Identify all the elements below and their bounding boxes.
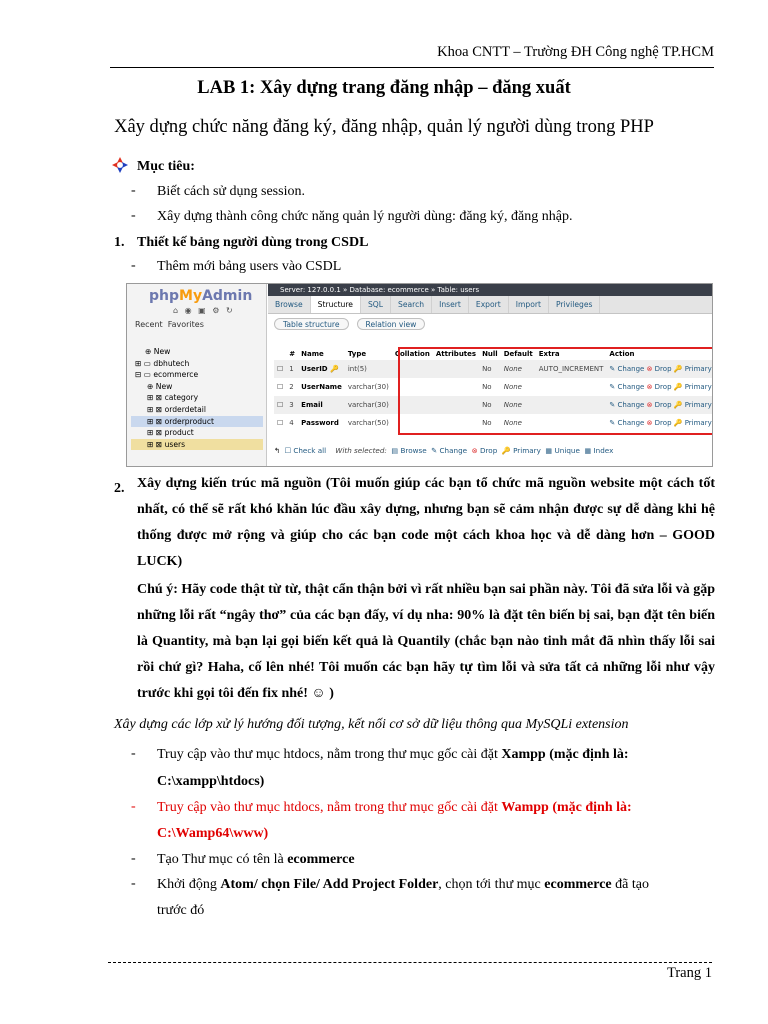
pma-tab-sql[interactable]: SQL bbox=[361, 296, 391, 313]
dash-bullet: - bbox=[131, 183, 136, 198]
row-checkbox[interactable]: ☐ bbox=[274, 396, 286, 414]
pma-recent-favorites bbox=[135, 320, 204, 329]
col-collation: Collation bbox=[394, 350, 430, 358]
page-subtitle: Xây dựng chức năng đăng ký, đăng nhập, quản lý người dùng trong PHP bbox=[114, 117, 654, 137]
step-xampp: Truy cập vào thư mục htdocs, nằm trong thư mục gốc cài đặt Xampp (mặc định là: bbox=[157, 747, 629, 762]
tree-item-new-table[interactable]: ⊕ New bbox=[147, 381, 173, 391]
pma-breadcrumb[interactable]: Server: 127.0.0.1 » Database: ecommerce » Table: users bbox=[268, 284, 712, 296]
page-title: LAB 1: Xây dựng trang đăng nhập – đăng xuất bbox=[197, 78, 571, 98]
dash-bullet: - bbox=[131, 876, 136, 891]
step-atom-line2: trước đó bbox=[157, 903, 205, 918]
relation-view-button[interactable]: Relation view bbox=[357, 318, 426, 330]
pma-sidebar bbox=[127, 284, 267, 467]
dash-bullet: - bbox=[131, 851, 136, 866]
tree-item-orderproduct[interactable]: ⊞ ⊠ orderproduct bbox=[131, 416, 263, 428]
step-wampp: Truy cập vào thư mục htdocs, nằm trong thư mục gốc cài đặt Wampp (mặc định là: bbox=[157, 800, 632, 815]
pma-tab-bar bbox=[268, 296, 712, 314]
pma-logo: phpMyAdmin bbox=[149, 288, 253, 304]
step-create-folder: Tạo Thư mục có tên là ecommerce bbox=[157, 852, 355, 867]
header-text: Khoa CNTT – Trường ĐH Công nghệ TP.HCM bbox=[437, 44, 714, 60]
page-header bbox=[110, 42, 714, 68]
highlight-box bbox=[398, 347, 713, 435]
row-actions[interactable]: ✎ Change ⊗ Drop 🔑 Primary bbox=[606, 396, 713, 414]
pma-favorites-tab[interactable]: Favorites bbox=[167, 320, 204, 329]
table-row: ☐ 4 Password varchar(50) No None ✎ Change ⊗ Drop 🔑 Primary bbox=[274, 414, 713, 432]
pma-db-tree bbox=[131, 346, 263, 450]
bulk-drop[interactable]: Drop bbox=[479, 446, 498, 455]
col-num: # bbox=[289, 350, 296, 358]
bulk-index[interactable]: Index bbox=[593, 446, 614, 455]
tree-item-ecommerce[interactable]: ⊟ ▭ ecommerce bbox=[135, 370, 199, 380]
col-null: Null bbox=[482, 350, 498, 358]
col-extra: Extra bbox=[538, 350, 560, 358]
col-type: Type bbox=[347, 350, 367, 358]
section1-title: Thiết kế bảng người dùng trong CSDL bbox=[137, 235, 369, 250]
row-actions[interactable]: ✎ Change ⊗ Drop 🔑 Primary bbox=[609, 419, 712, 427]
check-all-link[interactable]: Check all bbox=[293, 446, 327, 455]
pma-tab-search[interactable]: Search bbox=[391, 296, 432, 313]
dash-bullet: - bbox=[131, 208, 136, 223]
section1-item: Thêm mới bảng users vào CSDL bbox=[157, 259, 342, 274]
row-actions[interactable]: ✎ Change ⊗ Drop 🔑 Primary bbox=[606, 360, 713, 378]
bulk-unique[interactable]: Unique bbox=[554, 446, 580, 455]
section1-number: 1. bbox=[114, 235, 125, 250]
pma-tab-structure[interactable]: Structure bbox=[311, 296, 361, 313]
bulk-primary[interactable]: Primary bbox=[513, 446, 541, 455]
tree-item-product[interactable]: ⊞ ⊠ product bbox=[147, 428, 194, 438]
tree-item-users[interactable]: ⊞ ⊠ users bbox=[131, 439, 263, 451]
four-arrows-bullet-icon bbox=[112, 157, 128, 173]
arrow-up-icon: ↰ bbox=[274, 446, 281, 455]
table-structure-button[interactable]: Table structure bbox=[274, 318, 349, 330]
field-name: UserID 🔑 bbox=[298, 360, 345, 378]
dash-bullet: - bbox=[131, 746, 136, 761]
table-row: ☐ 2 UserName varchar(30) No None ✎ Change ⊗ Drop 🔑 Primary bbox=[274, 378, 713, 396]
footer-divider bbox=[108, 962, 712, 963]
tree-item-dbhutech[interactable]: ⊞ ▭ dbhutech bbox=[135, 358, 190, 368]
pma-main-panel bbox=[268, 284, 712, 466]
section2-text: Xây dựng kiến trúc mã nguồn (Tôi muốn giúp các bạn tổ chức mã nguồn website một cách tốt nhất, có thể sẽ rất khó khăn lúc đầu xây dựng, nhưng bạn sẽ cảm nhận được sự dễ dàng khi hệ thống được mở rộng và giúp cho các bạn code một cách khoa học và dễ dàng hơn – GOOD LUCK) bbox=[137, 476, 715, 569]
dash-bullet: - bbox=[131, 799, 136, 814]
pma-tab-export[interactable]: Export bbox=[469, 296, 509, 313]
col-attributes: Attributes bbox=[435, 350, 477, 358]
bulk-browse[interactable]: Browse bbox=[400, 446, 427, 455]
step-atom: Khởi động Atom/ chọn File/ Add Project Folder, chọn tới thư mục ecommerce đã tạo bbox=[157, 877, 649, 892]
with-selected-label: With selected: bbox=[335, 446, 387, 455]
table-row: ☐ 3 Email varchar(30) No None ✎ Change ⊗ Drop 🔑 Primary bbox=[274, 396, 713, 414]
pma-recent-tab[interactable]: Recent bbox=[135, 320, 163, 329]
dash-bullet: - bbox=[131, 258, 136, 273]
pma-tab-import[interactable]: Import bbox=[509, 296, 549, 313]
objective-item-2: Xây dựng thành công chức năng quản lý người dùng: đăng ký, đăng nhập. bbox=[157, 209, 573, 224]
bulk-change[interactable]: Change bbox=[439, 446, 468, 455]
primary-key-icon: 🔑 bbox=[330, 365, 339, 373]
tree-item-new[interactable]: ⊕ New bbox=[145, 347, 171, 356]
section2-note: Chú ý: Hãy code thật từ từ, thật cẩn thận bởi vì rất nhiều bạn sai phần này. Tôi đã sửa lỗi và gặp những lỗi rất “ngây thơ” của các bạn đấy, ví dụ nha: 90% là đặt tên biến bị sai, bạn đặt tên biến là Quantity, mà bạn lại gọi biến kết quả là Quantily (chắc bạn nào tinh mắt đã nhìn thấy lỗi sai rồi chứ gì? Haha, cố lên nhé! Tôi muốn các bạn hãy tự tìm lỗi và sửa tất cả những lỗi như vậy trước khi gọi tôi đến fix nhé! ☺ ) bbox=[137, 582, 715, 701]
row-actions[interactable]: ✎ Change ⊗ Drop 🔑 Primary bbox=[609, 383, 712, 391]
row-checkbox[interactable]: ☐ bbox=[277, 383, 284, 391]
pma-sidebar-icons: ⌂ ◉ ▣ ⚙ ↻ bbox=[173, 306, 235, 315]
table-row: ☐ 1 UserID 🔑 int(5) No None AUTO_INCREMENT ✎ Change ⊗ Drop 🔑 Primary bbox=[274, 360, 713, 378]
section2-italic: Xây dựng các lớp xử lý hướng đối tượng, kết nối cơ sở dữ liệu thông qua MySQLi extension bbox=[114, 717, 629, 732]
objective-item-1: Biết cách sử dụng session. bbox=[157, 184, 305, 199]
pma-subnav bbox=[268, 314, 712, 334]
row-checkbox[interactable]: ☐ bbox=[277, 419, 284, 427]
page-number: Trang 1 bbox=[667, 965, 712, 981]
col-default: Default bbox=[503, 350, 533, 358]
objectives-heading: Mục tiêu: bbox=[137, 159, 195, 174]
step-xampp-path: C:\xampp\htdocs) bbox=[157, 774, 265, 789]
phpmyadmin-screenshot bbox=[126, 283, 713, 467]
pma-tab-browse[interactable]: Browse bbox=[268, 296, 311, 313]
tree-item-category[interactable]: ⊞ ⊠ category bbox=[147, 393, 199, 403]
step-wampp-path: C:\Wamp64\www) bbox=[157, 826, 269, 841]
col-name: Name bbox=[301, 350, 324, 358]
pma-tab-insert[interactable]: Insert bbox=[432, 296, 469, 313]
tree-item-orderdetail[interactable]: ⊞ ⊠ orderdetail bbox=[147, 404, 207, 414]
pma-bulk-actions: ↰ ☐ Check all With selected: ▤ Browse ✎ Change ⊗ Drop 🔑 Primary ▦ Unique ▦ Index bbox=[274, 446, 614, 455]
pma-tab-privileges[interactable]: Privileges bbox=[549, 296, 601, 313]
row-checkbox[interactable]: ☐ bbox=[274, 360, 286, 378]
section2-number: 2. bbox=[114, 481, 125, 496]
col-action: Action bbox=[609, 350, 635, 358]
